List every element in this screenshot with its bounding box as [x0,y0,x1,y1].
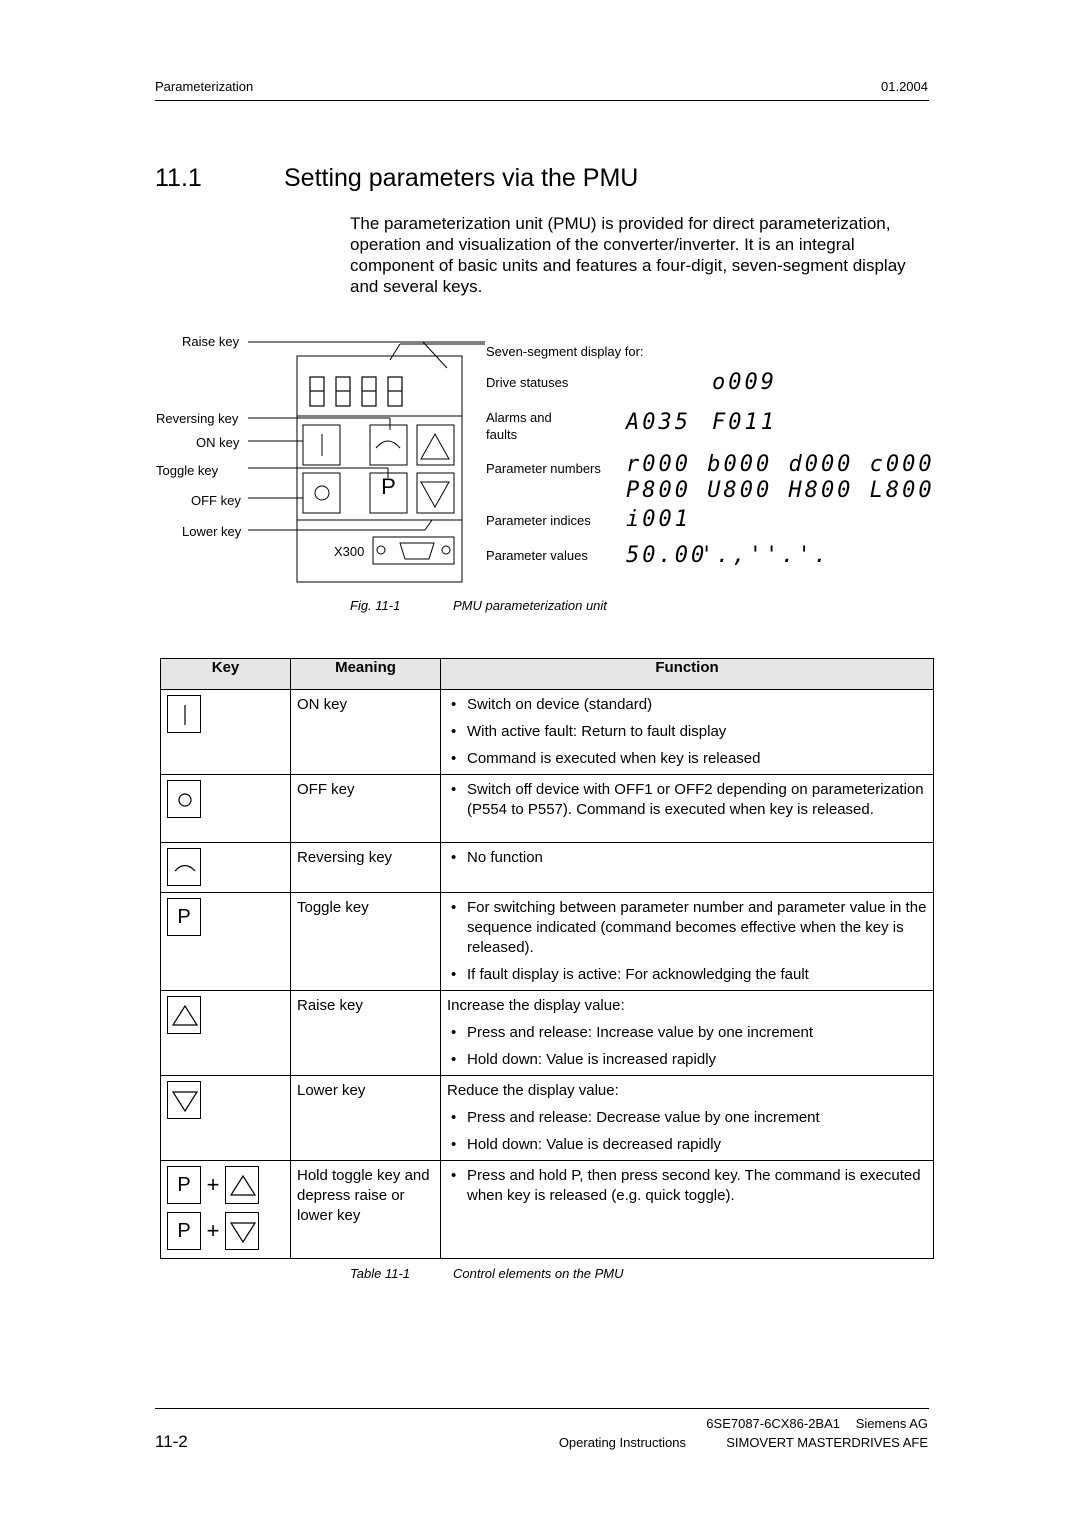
plus-icon: + [206,1172,220,1197]
function-bullet: • No function [447,848,927,868]
footer-rule [155,1408,929,1409]
segment-param-value: 50.00 [626,543,708,568]
on-key-icon [167,695,201,733]
label-raise-key: Raise key [182,334,240,349]
reversing-key-icon [167,848,201,886]
function-bullet: • Press and release: Decrease value by one increment [447,1108,927,1128]
function-bullet: • Switch on device (standard) [447,695,927,715]
header-key: Key [161,659,291,690]
footer-company: Siemens AG [855,1416,928,1431]
label-lower-key: Lower key [182,524,242,539]
section-number: 11.1 [155,164,202,192]
segment-alarm: A035 [626,410,691,435]
toggle-key-icon: P [167,1212,201,1250]
function-bullet: • Command is executed when key is released [447,749,927,769]
label-on-key: ON key [196,435,240,450]
footer-doc-type: Operating Instructions [558,1435,686,1450]
raise-key-icon [225,1166,259,1204]
toggle-key-icon: P [167,898,201,936]
header-date: 01.2004 [881,79,928,94]
meaning-cell: Lower key [291,1076,441,1161]
table-row [161,991,934,1076]
meaning-cell: ON key [291,690,441,775]
table-row [161,1161,934,1259]
table-header-row [161,659,934,690]
function-bullet: • Hold down: Value is decreased rapidly [447,1135,927,1155]
footer-doc-id: 6SE7087-6CX86-2BA1 [706,1416,840,1431]
plus-icon: + [206,1218,220,1243]
lower-key-icon [225,1212,259,1250]
figure-caption-text: PMU parameterization unit [453,598,607,613]
table-caption-number: Table 11-1 [350,1266,410,1281]
off-key-icon [167,780,201,818]
table-row [161,843,934,893]
toggle-key-icon: P [167,1166,201,1204]
function-intro: Reduce the display value: [447,1082,619,1099]
page-number: 11-2 [155,1432,188,1451]
function-bullet: • If fault display is active: For acknowledging the fault [447,965,927,985]
intro-paragraph: The parameterization unit (PMU) is provided for direct parameterization, operation and visualization of the converter/inverter. It is an integral component of basic units and features a four-digit, seven-segment display and several keys. [350,214,906,296]
function-bullet: • Press and release: Increase value by one increment [447,1023,927,1043]
meaning-cell: Reversing key [291,843,441,893]
function-intro: Increase the display value: [447,997,625,1014]
connector-label: X300 [334,544,365,559]
function-bullet: • With active fault: Return to fault display [447,722,927,742]
header-function: Function [441,659,934,690]
combo-raise [167,1166,284,1204]
lower-key-icon [167,1081,201,1119]
section-title: Setting parameters via the PMU [284,164,639,192]
segment-fault: F011 [712,410,777,435]
segment-param-numbers-2: P800 U800 H800 L800 [626,478,935,503]
row-label-drive-statuses: Drive statuses [486,375,569,390]
table-row [161,893,934,991]
display-title: Seven-segment display for: [486,344,644,359]
row-label-param-numbers: Parameter numbers [486,461,601,476]
row-label-param-values: Parameter values [486,548,588,563]
combo-lower [167,1212,284,1250]
label-off-key: OFF key [191,493,241,508]
segment-param-numbers-1: r000 b000 d000 c000 [626,452,935,477]
raise-key-icon [167,996,201,1034]
table-caption-text: Control elements on the PMU [453,1266,624,1281]
label-reversing-key: Reversing key [156,411,239,426]
function-bullet: • Press and hold P, then press second key. The command is executed when key is released (e.g. quick toggle). [447,1166,927,1206]
segment-param-value-ticks: '.,''.'. [700,543,830,568]
header-section: Parameterization [155,79,254,94]
header-rule [155,100,929,101]
footer-product: SIMOVERT MASTERDRIVES AFE [726,1435,928,1450]
table-row [161,1076,934,1161]
row-label-alarms: Alarms and faults [486,410,552,442]
meaning-cell: Toggle key [291,893,441,991]
table-row [161,690,934,775]
function-bullet: • Hold down: Value is increased rapidly [447,1050,927,1070]
meaning-cell: Hold toggle key and depress raise or lower key [291,1161,441,1259]
meaning-cell: OFF key [291,775,441,843]
figure-caption-number: Fig. 11-1 [350,598,401,613]
label-toggle-key: Toggle key [156,463,219,478]
row-label-param-indices: Parameter indices [486,513,591,528]
segment-param-index: i001 [626,507,691,532]
toggle-key-letter: P [381,474,396,499]
header-meaning: Meaning [291,659,441,690]
segment-drive-status: o009 [712,370,777,395]
function-bullet: • For switching between parameter number and parameter value in the sequence indicated (command becomes effective when the key is released). [447,898,927,958]
function-bullet: • Switch off device with OFF1 or OFF2 depending on parameterization (P554 to P557). Command is executed when key is released. [447,780,927,820]
meaning-cell: Raise key [291,991,441,1076]
table-row [161,775,934,843]
control-elements-table [160,658,934,1259]
